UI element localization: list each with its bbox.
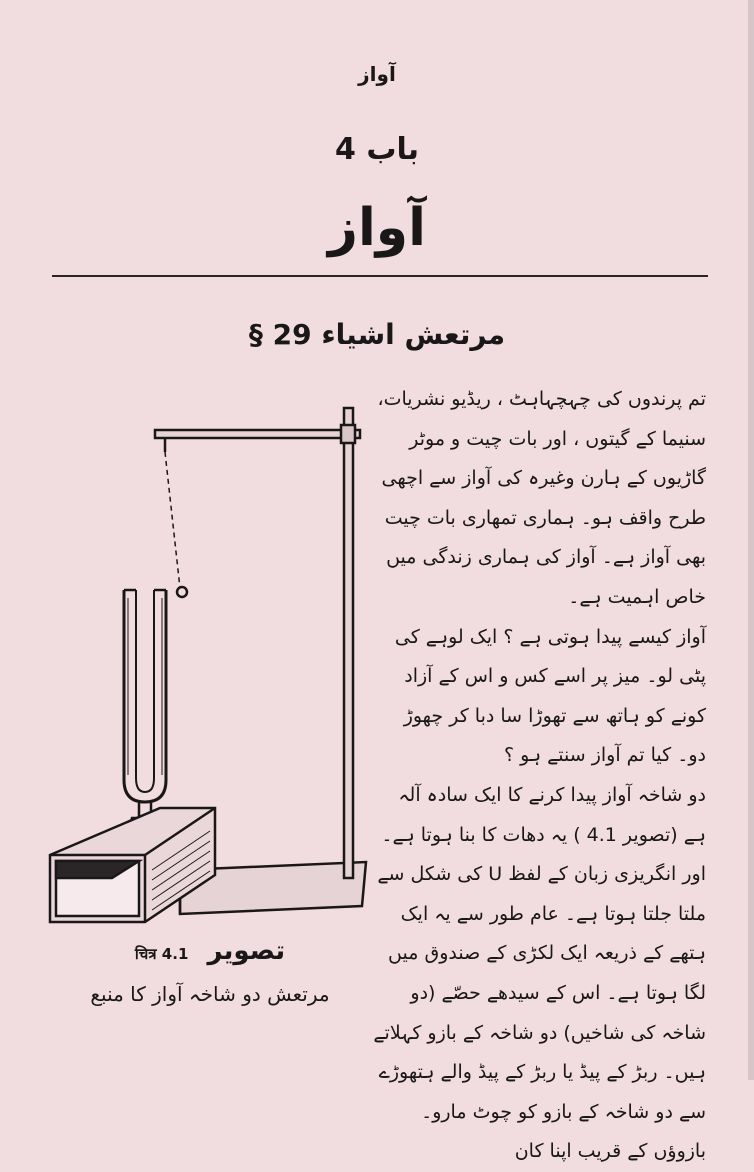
tuning-fork-icon [124,590,166,802]
body-paragraph: تم پرندوں کی چہچہاہٹ ، ریڈیو نشریات، سنیما کے گیتوں ، اور بات چیت و موٹر گاڑیوں کے ہارن وغیرہ کی آواز سے اچھی طرح واقف ہو۔ ہماری تمھاری بات چیت بھی آواز ہے۔ آواز کی ہماری زندگی میں خاص اہمیت ہے۔ [377,388,706,608]
chapter-label: باب 4 [335,132,419,167]
figure-caption [60,936,360,966]
figure-caption-number: चित्र 4.1 [134,945,189,963]
stand-arm-icon [155,430,360,438]
title-divider [52,275,708,277]
running-head: آواز [358,62,396,86]
body-paragraph: دو شاخہ آواز پیدا کرنے کا ایک سادہ آلہ ہے (تصویر 4.1 ) یہ دھات کا بنا ہوتا ہے۔ اور انگریزی زبان کے لفظ U کی شکل سے ملتا جلتا ہوتا ہے۔ عام طور سے یہ ایک ہتھے کے ذریعہ ایک لکڑی کے صندوق میں لگا ہوتا ہے۔ اس کے سیدھے حصّے (دو شاخہ کی شاخیں) دو شاخہ کے بازو کہلاتے ہیں۔ ربڑ کے پیڈ یا ربڑ کے پیڈ والے ہتھوڑے سے دو شاخہ کے بازو کو چوٹ مارو۔ بازوؤں کے قریب اپنا کان [373,783,706,1163]
tuning-fork-illustration [40,400,376,940]
figure-caption-title: تصویر [207,936,286,966]
stand-rod-icon [344,408,353,878]
figure-caption-subtitle: مرتعش دو شاخہ آواز کا منبع [90,982,330,1006]
body-paragraph: آواز کیسے پیدا ہوتی ہے ؟ ایک لوہے کی پٹی لو۔ میز پر اسے کس و اس کے آزاد کونے کو ہاتھ سے تھوڑا سا دبا کر چھوڑ دو۔ کیا تم آواز سنتے ہو ؟ [394,625,706,767]
chapter-title: آواز [328,198,426,258]
section-heading: § 29 مرتعش اشیاء [248,318,506,351]
pendulum-thread-icon [165,452,180,588]
pendulum-ball-icon [177,587,187,597]
body-text [372,380,706,1172]
